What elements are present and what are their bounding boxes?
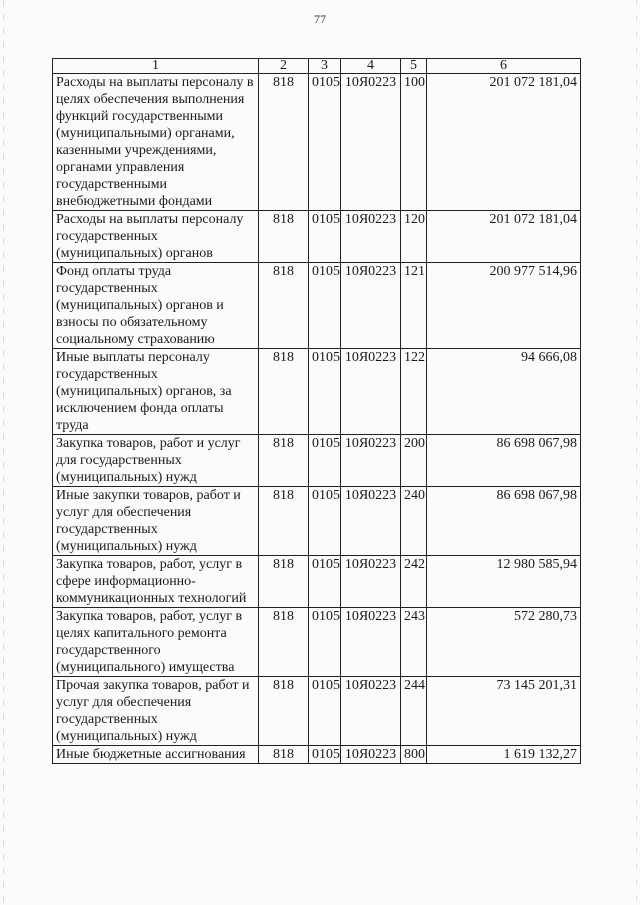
expense-name: Закупка товаров, работ, услуг в сфере информационно-коммуникационных технологий: [53, 556, 259, 608]
header-col-4: 4: [341, 59, 401, 74]
target-code: 10Я0223: [341, 74, 401, 211]
amount: 1 619 132,27: [427, 746, 581, 764]
grbs-code: 818: [259, 677, 309, 746]
kind-code: 240: [401, 487, 427, 556]
expense-name: Закупка товаров, работ, услуг в целях капитального ремонта государственного (муниципального) имущества: [53, 608, 259, 677]
table-row: [53, 74, 581, 211]
target-code: 10Я0223: [341, 211, 401, 263]
table-row: [53, 608, 581, 677]
header-col-3: 3: [309, 59, 341, 74]
grbs-code: 818: [259, 746, 309, 764]
amount: 73 145 201,31: [427, 677, 581, 746]
table-row: [53, 263, 581, 349]
table-header-row: [53, 59, 581, 74]
expense-name: Фонд оплаты труда государственных (муниципальных) органов и взносы по обязательному социальному страхованию: [53, 263, 259, 349]
kind-code: 120: [401, 211, 427, 263]
target-code: 10Я0223: [341, 556, 401, 608]
grbs-code: 818: [259, 211, 309, 263]
amount: 12 980 585,94: [427, 556, 581, 608]
target-code: 10Я0223: [341, 263, 401, 349]
scan-edge-left: [3, 0, 4, 905]
table-row: [53, 349, 581, 435]
grbs-code: 818: [259, 487, 309, 556]
section-code: 0105: [309, 556, 341, 608]
section-code: 0105: [309, 487, 341, 556]
kind-code: 800: [401, 746, 427, 764]
section-code: 0105: [309, 435, 341, 487]
table-row: [53, 556, 581, 608]
expense-name: Иные выплаты персоналу государственных (муниципальных) органов, за исключением фонда оплаты труда: [53, 349, 259, 435]
grbs-code: 818: [259, 74, 309, 211]
header-col-2: 2: [259, 59, 309, 74]
table-row: [53, 487, 581, 556]
target-code: 10Я0223: [341, 677, 401, 746]
target-code: 10Я0223: [341, 746, 401, 764]
section-code: 0105: [309, 263, 341, 349]
amount: 86 698 067,98: [427, 435, 581, 487]
expense-name: Прочая закупка товаров, работ и услуг для обеспечения государственных (муниципальных) нужд: [53, 677, 259, 746]
amount: 200 977 514,96: [427, 263, 581, 349]
expense-name: Иные закупки товаров, работ и услуг для обеспечения государственных (муниципальных) нужд: [53, 487, 259, 556]
amount: 86 698 067,98: [427, 487, 581, 556]
table-row: [53, 746, 581, 764]
amount: 572 280,73: [427, 608, 581, 677]
table-row: [53, 211, 581, 263]
grbs-code: 818: [259, 556, 309, 608]
table-row: [53, 677, 581, 746]
section-code: 0105: [309, 74, 341, 211]
header-col-1: 1: [53, 59, 259, 74]
header-col-6: 6: [427, 59, 581, 74]
page-number: 77: [314, 12, 326, 26]
section-code: 0105: [309, 211, 341, 263]
scan-edge-right: [636, 0, 637, 905]
kind-code: 200: [401, 435, 427, 487]
kind-code: 242: [401, 556, 427, 608]
section-code: 0105: [309, 677, 341, 746]
grbs-code: 818: [259, 349, 309, 435]
target-code: 10Я0223: [341, 435, 401, 487]
grbs-code: 818: [259, 435, 309, 487]
target-code: 10Я0223: [341, 349, 401, 435]
target-code: 10Я0223: [341, 487, 401, 556]
section-code: 0105: [309, 746, 341, 764]
grbs-code: 818: [259, 608, 309, 677]
grbs-code: 818: [259, 263, 309, 349]
header-col-5: 5: [401, 59, 427, 74]
amount: 94 666,08: [427, 349, 581, 435]
kind-code: 243: [401, 608, 427, 677]
section-code: 0105: [309, 349, 341, 435]
kind-code: 122: [401, 349, 427, 435]
amount: 201 072 181,04: [427, 74, 581, 211]
kind-code: 121: [401, 263, 427, 349]
budget-table: [52, 58, 581, 764]
amount: 201 072 181,04: [427, 211, 581, 263]
section-code: 0105: [309, 608, 341, 677]
expense-name: Закупка товаров, работ и услуг для государственных (муниципальных) нужд: [53, 435, 259, 487]
kind-code: 244: [401, 677, 427, 746]
expense-name: Расходы на выплаты персоналу в целях обеспечения выполнения функций государственными (муниципальными) органами, казенными учреждениями, органами управления государственными внебюджетными фондами: [53, 74, 259, 211]
kind-code: 100: [401, 74, 427, 211]
table-row: [53, 435, 581, 487]
expense-name: Расходы на выплаты персоналу государственных (муниципальных) органов: [53, 211, 259, 263]
target-code: 10Я0223: [341, 608, 401, 677]
expense-name: Иные бюджетные ассигнования: [53, 746, 259, 764]
